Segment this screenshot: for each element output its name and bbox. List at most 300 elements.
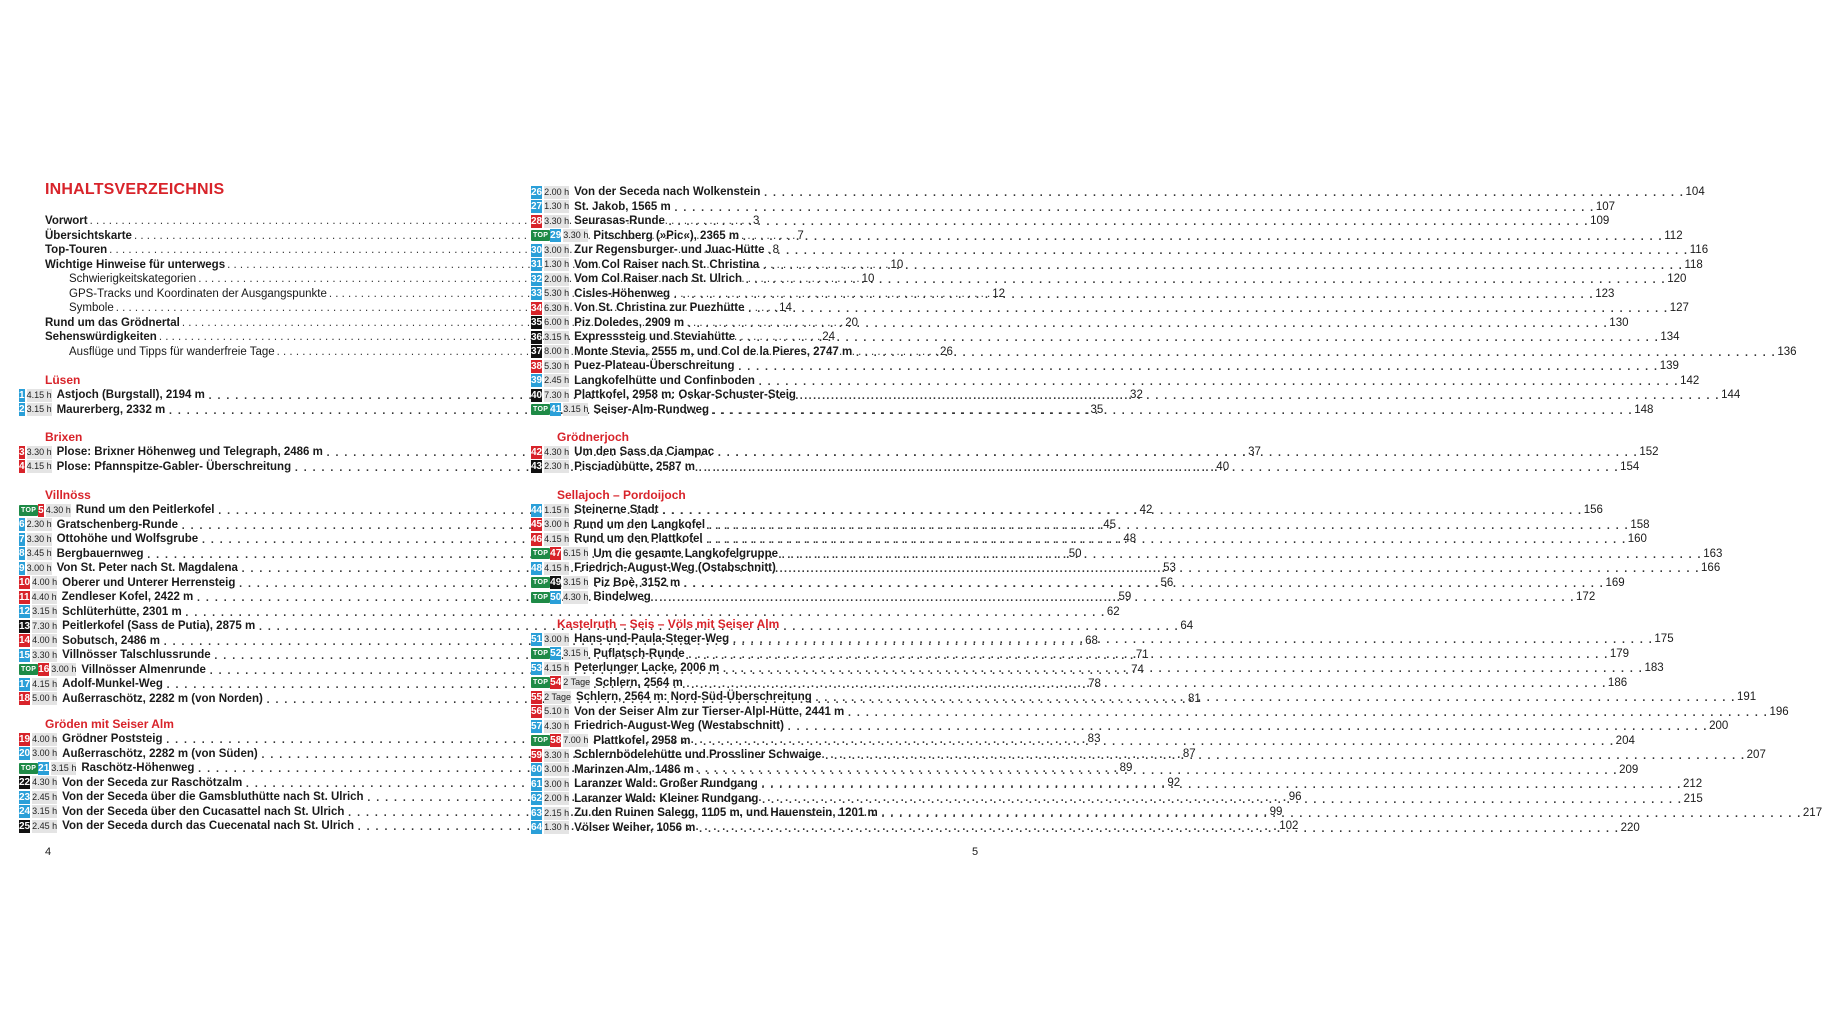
tour-page: 48: [1123, 533, 1137, 545]
tour-name: Puez-Plateau-Überschreitung: [574, 360, 735, 372]
tour-duration: 3.00 h: [544, 633, 570, 644]
section-heading: Kastelruth – Seis – Völs mit Seiser Alm: [557, 617, 780, 631]
section-heading: Lüsen: [45, 373, 81, 387]
tour-page: 62: [1106, 605, 1120, 618]
section-heading: Gröden mit Seiser Alm: [45, 717, 174, 731]
tour-duration: 3.45 h: [26, 548, 52, 558]
tour-name: Laranzer Wald: Großer Rundgang: [574, 778, 758, 790]
tour-duration: 3.15 h: [32, 806, 58, 816]
tour-number: 43: [531, 461, 543, 472]
tour-page: 204: [1615, 734, 1635, 747]
tour-duration: 5.10 h: [544, 706, 570, 716]
tour-duration: 2.00 h: [544, 186, 570, 197]
tour-duration: 4.30 h: [544, 446, 570, 457]
tour-number: 20: [19, 748, 31, 759]
tour-duration: 3.00 h: [544, 244, 570, 255]
top-badge: [531, 592, 550, 603]
tour-duration: 3.30 h: [26, 533, 52, 544]
tour-number: 12: [19, 606, 31, 617]
tour-name: Schlern, 2564 m: Nord-Süd-Überschreitung: [575, 691, 812, 703]
tour-name: Rund um den Plattkofel: [574, 533, 703, 545]
tour-page: 186: [1607, 676, 1628, 689]
tour-number: 6: [19, 519, 25, 530]
tour-name: Plose: Pfannspitze-Gabler- Überschreitung: [56, 460, 292, 473]
tour-number: 7: [19, 533, 25, 545]
tour-duration: 4.00 h: [32, 635, 58, 645]
top-badge: [531, 404, 550, 415]
top-badge: [531, 577, 550, 588]
tour-duration: 3.30 h: [544, 749, 570, 760]
tour-duration: 3.30 h: [563, 230, 589, 240]
tour-name: Um die gesamte Langkofelgruppe: [593, 547, 779, 560]
tour-page: 215: [1683, 792, 1703, 805]
tour-page: 64: [1180, 620, 1194, 632]
tour-number: 32: [531, 273, 543, 285]
tour-number: 5: [38, 504, 44, 516]
tour-duration: 3.15 h: [544, 331, 570, 342]
tour-number: 1: [19, 389, 25, 401]
tour-page: 71: [1135, 649, 1149, 661]
tour-page: 68: [1085, 634, 1098, 647]
top-badge: [19, 664, 38, 675]
tour-duration: 2.45 h: [32, 791, 58, 802]
tour-duration: 3.15 h: [563, 577, 589, 587]
tour-page: 83: [1087, 733, 1101, 745]
tour-duration: 4.30 h: [32, 777, 58, 787]
top-badge-label: TOP: [21, 506, 37, 514]
tour-number: 52: [550, 648, 562, 659]
tour-name: Steinerne Stadt: [574, 504, 659, 516]
tour-page: 112: [1664, 229, 1683, 242]
tour-page: 196: [1769, 705, 1789, 718]
tour-number: 51: [531, 633, 543, 645]
tour-name: Astjoch (Burgstall), 2194 m: [56, 389, 205, 401]
tour-number: 14: [19, 635, 31, 646]
tour-number: 21: [38, 762, 50, 774]
tour-duration: 4.15 h: [32, 678, 58, 689]
tour-page: 37: [1248, 446, 1261, 458]
tour-name: Außerraschötz, 2282 m (von Norden): [62, 692, 263, 705]
tour-page: 81: [1188, 692, 1201, 705]
tour-duration: 7.30 h: [544, 389, 570, 400]
tour-name: Piz Doledes, 2909 m: [574, 316, 685, 329]
tour-duration: 4.15 h: [26, 461, 52, 471]
tour-number: 39: [531, 375, 543, 386]
tour-number: 58: [550, 735, 562, 746]
top-badge: [19, 505, 38, 516]
tour-number: 61: [531, 778, 543, 790]
tour-name: Villnösser Talschlussrunde: [62, 649, 211, 661]
toc-entry-title: Vorwort: [45, 215, 88, 227]
tour-duration: 2.30 h: [26, 519, 52, 529]
tour-number: 41: [550, 404, 562, 415]
leader-dots: [654, 588, 1574, 606]
tour-number: 10: [19, 577, 31, 588]
tour-number: 59: [531, 749, 543, 761]
tour-page: 107: [1595, 200, 1616, 213]
toc-entry-page: 24: [822, 331, 836, 343]
tour-page: 45: [1103, 518, 1116, 531]
tour-duration: 2 Tage: [563, 677, 591, 687]
tour-duration: 3.30 h: [26, 446, 52, 457]
tour-page: 127: [1669, 302, 1689, 314]
tour-page: 144: [1721, 389, 1741, 401]
tour-name: Von der Seceda durch das Cuecenatal nach St. Ulrich: [62, 820, 355, 832]
toc-entry-page: 26: [940, 345, 953, 358]
tour-name: Gratschenberg-Runde: [56, 518, 179, 531]
tour-number: 22: [19, 777, 31, 788]
tour-page: 130: [1609, 316, 1629, 329]
tour-page: 59: [1118, 591, 1132, 603]
tour-page: 152: [1639, 446, 1659, 458]
tour-duration: 5.30 h: [544, 288, 570, 298]
tour-duration: 2.30 h: [544, 461, 570, 471]
tour-page: 56: [1160, 576, 1174, 589]
tour-name: Sobutsch, 2486 m: [62, 634, 160, 647]
toc-entry-page: 3: [752, 215, 760, 227]
top-badge: [531, 677, 550, 688]
top-badge-label: TOP: [21, 764, 37, 772]
tour-number: 60: [531, 764, 543, 775]
tour-page: 53: [1163, 562, 1176, 574]
tour-number: 47: [550, 548, 562, 559]
tour-page: 78: [1088, 678, 1101, 690]
tour-duration: 3.15 h: [26, 404, 52, 414]
tour-page: 212: [1682, 778, 1703, 790]
toc-entry-page: 12: [992, 287, 1006, 300]
tour-duration: 3.00 h: [544, 764, 570, 774]
tour-duration: 5.30 h: [544, 360, 570, 371]
toc-entry-title: Schwierigkeitskategorien: [69, 273, 197, 285]
tour-page: 35: [1090, 403, 1104, 416]
section-heading: Villnöss: [45, 488, 91, 502]
tour-name: Friedrich-August-Weg (Westabschnitt): [574, 720, 784, 732]
tour-page: 87: [1182, 747, 1196, 760]
toc-entry-title: Wichtige Hinweise für unterwegs: [45, 258, 226, 271]
tour-duration: 4.15 h: [544, 662, 570, 673]
tour-page: 209: [1619, 763, 1639, 776]
tour-number: 55: [531, 691, 543, 703]
tour-page: 139: [1659, 360, 1679, 372]
tour-name: Schlüterhütte, 2301 m: [62, 605, 182, 618]
tour-number: 33: [531, 288, 543, 299]
top-badge-label: TOP: [533, 679, 549, 686]
tour-duration: 2.00 h: [544, 793, 570, 803]
tour-number: 13: [19, 620, 31, 632]
tour-number: 29: [550, 230, 562, 241]
tour-name: Peterlunger Lacke, 2006 m: [574, 662, 720, 674]
tour-number: 37: [531, 346, 543, 357]
tour-duration: 3.15 h: [51, 762, 77, 773]
tour-number: 45: [531, 519, 543, 530]
tour-number: 57: [531, 720, 543, 732]
tour-number: 28: [531, 215, 543, 227]
top-badge: [19, 763, 38, 774]
tour-page: 169: [1605, 576, 1625, 589]
tour-duration: 3.00 h: [51, 664, 77, 674]
tour-page: 217: [1802, 807, 1822, 819]
tour-duration: 3.30 h: [544, 215, 570, 226]
tour-number: 25: [19, 820, 31, 832]
tour-name: Pisciadùhütte, 2587 m: [574, 460, 695, 473]
tour-page: 104: [1685, 186, 1705, 198]
page-number-right: 5: [972, 846, 979, 858]
tour-duration: 3.00 h: [32, 748, 58, 758]
tour-name: Außerraschötz, 2282 m (von Süden): [62, 747, 258, 760]
tour-name: Zur Regensburger- und Juac-Hütte: [574, 244, 765, 256]
toc-entry-page: 7: [797, 229, 804, 242]
tour-duration: 4.30 h: [544, 720, 570, 731]
toc-entry-page: 20: [845, 316, 859, 329]
tour-number: 26: [531, 186, 543, 198]
tour-name: Adolf-Munkel-Weg: [62, 678, 163, 690]
tour-page: 172: [1576, 591, 1596, 603]
tour-name: Bergbauernweg: [56, 547, 144, 560]
tour-name: Von der Seceda zur Raschötzalm: [62, 776, 243, 789]
tour-page: 40: [1216, 460, 1230, 473]
page-title: INHALTSVERZEICHNIS: [45, 181, 225, 198]
tour-number: 35: [531, 317, 543, 328]
tour-number: 3: [19, 446, 25, 458]
tour-page: 99: [1269, 805, 1283, 818]
tour-name: Villnösser Almenrunde: [81, 663, 206, 676]
tour-page: 163: [1703, 547, 1723, 560]
tour-number: 31: [531, 259, 543, 270]
tour-duration: 1.15 h: [544, 504, 570, 515]
leader-dots: [712, 401, 1632, 419]
tour-page: 156: [1583, 504, 1603, 516]
tour-duration: 7.30 h: [32, 620, 58, 631]
top-badge-label: TOP: [21, 666, 37, 673]
tour-number: 16: [38, 664, 50, 675]
tour-page: 160: [1627, 533, 1647, 545]
leader-dots: [698, 819, 1618, 837]
tour-duration: 3.00 h: [544, 519, 570, 529]
tour-duration: 7.00 h: [563, 735, 589, 745]
section-heading: Grödnerjoch: [557, 430, 630, 444]
tour-name: Peitlerkofel (Sass de Putia), 2875 m: [62, 620, 256, 632]
tour-name: Schlern, 2564 m: [595, 676, 683, 689]
tour-page: 179: [1609, 647, 1630, 660]
tour-duration: 3.15 h: [563, 648, 589, 658]
tour-number: 40: [531, 389, 543, 401]
toc-entry-page: 14: [779, 302, 792, 314]
tour-duration: 3.00 h: [544, 778, 570, 789]
tour-name: Hans-und-Paula-Steger-Weg: [574, 633, 730, 645]
tour-number: 48: [531, 562, 543, 574]
tour-duration: 6.30 h: [544, 302, 570, 313]
tour-duration: 4.15 h: [544, 562, 570, 573]
tour-name: Zu den Ruinen Salegg, 1105 m, und Hauenstein, 1201 m: [574, 807, 878, 819]
tour-page: 118: [1684, 258, 1703, 271]
tour-name: Seiser-Alm-Rundweg: [593, 403, 709, 416]
top-badge-label: TOP: [533, 737, 549, 744]
tour-number: 62: [531, 793, 543, 804]
tour-duration: 8.00 h: [544, 346, 570, 356]
tour-number: 56: [531, 706, 543, 717]
toc-entry-title: Top-Touren: [45, 244, 108, 256]
tour-number: 18: [19, 693, 31, 704]
tour-duration: 6.15 h: [563, 548, 589, 558]
tour-name: Raschötz-Höhenweg: [81, 762, 195, 774]
page-number-left: 4: [45, 846, 52, 858]
tour-duration: 4.00 h: [32, 733, 58, 744]
top-badge: [531, 548, 550, 559]
tour-name: Friedrich-August-Weg (Ostabschnitt): [574, 562, 776, 574]
tour-number: 4: [19, 461, 25, 472]
tour-duration: 4.15 h: [544, 533, 570, 544]
tour-duration: 2.00 h: [544, 273, 570, 284]
tour-name: Maurerberg, 2332 m: [56, 403, 166, 416]
toc-entry-page: 10: [890, 258, 904, 271]
tour-duration: 4.40 h: [31, 591, 57, 602]
tour-page: 123: [1595, 287, 1615, 300]
tour-duration: 6.00 h: [544, 317, 570, 327]
tour-number: 27: [531, 201, 543, 212]
tour-name: Von der Seiser Alm zur Tierser-Alpl-Hütte, 2441 m: [574, 705, 845, 718]
tour-name: Von der Seceda über den Cucasattel nach St. Ulrich: [62, 805, 345, 818]
tour-name: Marinzen Alm, 1486 m: [574, 763, 694, 776]
tour-page: 116: [1689, 244, 1709, 256]
tour-duration: 5.00 h: [32, 693, 58, 703]
tour-name: Zendleser Kofel, 2422 m: [61, 591, 194, 603]
tour-name: Von der Seceda nach Wolkenstein: [574, 186, 761, 198]
tour-page: 89: [1119, 762, 1133, 774]
tour-duration: 4.30 h: [563, 591, 589, 602]
tour-duration: 3.15 h: [563, 404, 589, 414]
tour-name: Plattkofel, 2958 m: Oskar-Schuster-Steig: [574, 389, 796, 401]
tour-page: 134: [1660, 331, 1680, 343]
tour-page: 109: [1590, 215, 1610, 227]
tour-name: Pitschberg (»Pic«), 2365 m: [593, 229, 740, 242]
top-badge-label: TOP: [533, 232, 549, 239]
tour-number: 23: [19, 791, 31, 803]
tour-name: Ottohöhe und Wolfsgrube: [56, 533, 199, 545]
section-heading: Sellajoch – Pordoijoch: [557, 488, 686, 502]
tour-duration: 2.15 h: [544, 807, 570, 818]
section-heading: Brixen: [45, 430, 83, 444]
tour-page: 32: [1130, 389, 1143, 401]
tour-number: 36: [531, 331, 543, 343]
tour-page: 136: [1777, 345, 1797, 358]
tour-page: 42: [1139, 504, 1153, 516]
tour-name: St. Jakob, 1565 m: [574, 200, 671, 213]
tour-page: 50: [1068, 547, 1082, 560]
tour-duration: 2.45 h: [32, 820, 58, 831]
tour-name: Völser Weiher, 1056 m: [574, 821, 696, 834]
tour-number: 34: [531, 302, 543, 314]
tour-number: 17: [19, 678, 31, 690]
tour-page: 96: [1288, 791, 1302, 803]
leader-dots: [698, 458, 1618, 476]
tour-page: 142: [1680, 374, 1700, 387]
toc-entry-title: Ausflüge und Tipps für wanderfreie Tage: [69, 345, 275, 358]
tour-page: 166: [1701, 562, 1721, 574]
tour-page: 183: [1644, 662, 1664, 674]
tour-page: 154: [1620, 460, 1640, 473]
tour-number: 50: [550, 591, 562, 603]
tour-name: Grödner Poststeig: [62, 733, 163, 745]
top-badge-label: TOP: [533, 579, 549, 586]
tour-name: Langkofelhütte und Confinboden: [574, 374, 755, 387]
tour-name: Bindelweg: [593, 591, 651, 603]
tour-page: 102: [1279, 820, 1299, 832]
tour-name: Vom Col Raiser nach St. Christina: [574, 258, 760, 271]
tour-name: Von St. Peter nach St. Magdalena: [56, 562, 238, 574]
tour-page: 74: [1131, 663, 1144, 676]
tour-duration: 3.00 h: [26, 562, 52, 573]
toc-entry-title: GPS-Tracks und Koordinaten der Ausgangspunkte: [69, 287, 327, 300]
top-badge: [531, 648, 550, 659]
tour-duration: 4.15 h: [26, 389, 52, 400]
tour-number: 54: [550, 677, 562, 688]
top-badge-label: TOP: [533, 593, 549, 601]
tour-number: 24: [19, 806, 31, 817]
tour-number: 15: [19, 649, 31, 661]
tour-page: 200: [1709, 720, 1729, 732]
tour-page: 92: [1167, 776, 1181, 789]
tour-duration: 2.45 h: [544, 375, 570, 385]
tour-page: 207: [1746, 749, 1766, 761]
tour-name: Rund um den Langkofel: [574, 518, 706, 531]
tour-duration: 1.30 h: [544, 822, 570, 832]
tour-page: 120: [1667, 273, 1687, 285]
tour-name: Oberer und Unterer Herrensteig: [62, 576, 236, 589]
tour-number: 8: [19, 548, 25, 559]
tour-duration: 3.30 h: [32, 649, 58, 660]
tour-name: Vom Col Raiser nach St. Ulrich: [574, 273, 743, 285]
tour-page: 158: [1630, 518, 1650, 531]
tour-name: Monte Stevia, 2555 m, und Col de la Pieres, 2747 m: [574, 345, 853, 358]
tour-page: 191: [1736, 691, 1757, 703]
toc-entry-page: 8: [772, 244, 779, 256]
tour-name: Um den Sass da Ciampac: [574, 446, 715, 458]
tour-duration: 4.00 h: [32, 577, 58, 587]
tour-duration: 3.15 h: [32, 606, 58, 616]
tour-name: Rund um den Peitlerkofel: [75, 504, 215, 516]
tour-number: 44: [531, 504, 543, 516]
tour-name: Plose: Brixner Höhenweg und Telegraph, 2486 m: [56, 446, 323, 458]
tour-page: 175: [1654, 633, 1674, 645]
toc-entry-title: Rund um das Grödnertal: [45, 316, 180, 329]
tour-number: 11: [19, 591, 30, 603]
tour-duration: 4.30 h: [45, 504, 71, 515]
toc-entry-title: Symbole: [69, 302, 114, 314]
tour-name: Puflatsch-Runde: [593, 647, 685, 660]
top-badge-label: TOP: [533, 650, 549, 657]
tour-page: 148: [1634, 403, 1654, 416]
tour-name: Plattkofel, 2958 m: [593, 734, 691, 747]
top-badge-label: TOP: [533, 550, 549, 557]
tour-name: Schlernbödelehütte und Prossliner Schwaige: [574, 749, 822, 761]
tour-duration: 1.30 h: [544, 201, 570, 211]
tour-name: Piz Boè, 3152 m: [593, 576, 681, 589]
tour-number: 38: [531, 360, 543, 372]
toc-entry-title: Sehenswürdigkeiten: [45, 331, 157, 343]
tour-duration: 1.30 h: [544, 259, 570, 269]
tour-number: 63: [531, 807, 543, 819]
tour-name: Von der Seceda über die Gamsbluthütte nach St. Ulrich: [62, 791, 364, 803]
top-badge: [531, 735, 550, 746]
tour-number: 19: [19, 733, 31, 745]
tour-number: 53: [531, 662, 543, 674]
tour-name: Von St. Christina zur Puezhütte: [574, 302, 745, 314]
top-badge: [531, 230, 550, 241]
toc-entry-title: Übersichtskarte: [45, 229, 132, 242]
tour-number: 2: [19, 404, 25, 415]
tour-page: 220: [1620, 821, 1640, 834]
tour-number: 9: [19, 562, 25, 574]
